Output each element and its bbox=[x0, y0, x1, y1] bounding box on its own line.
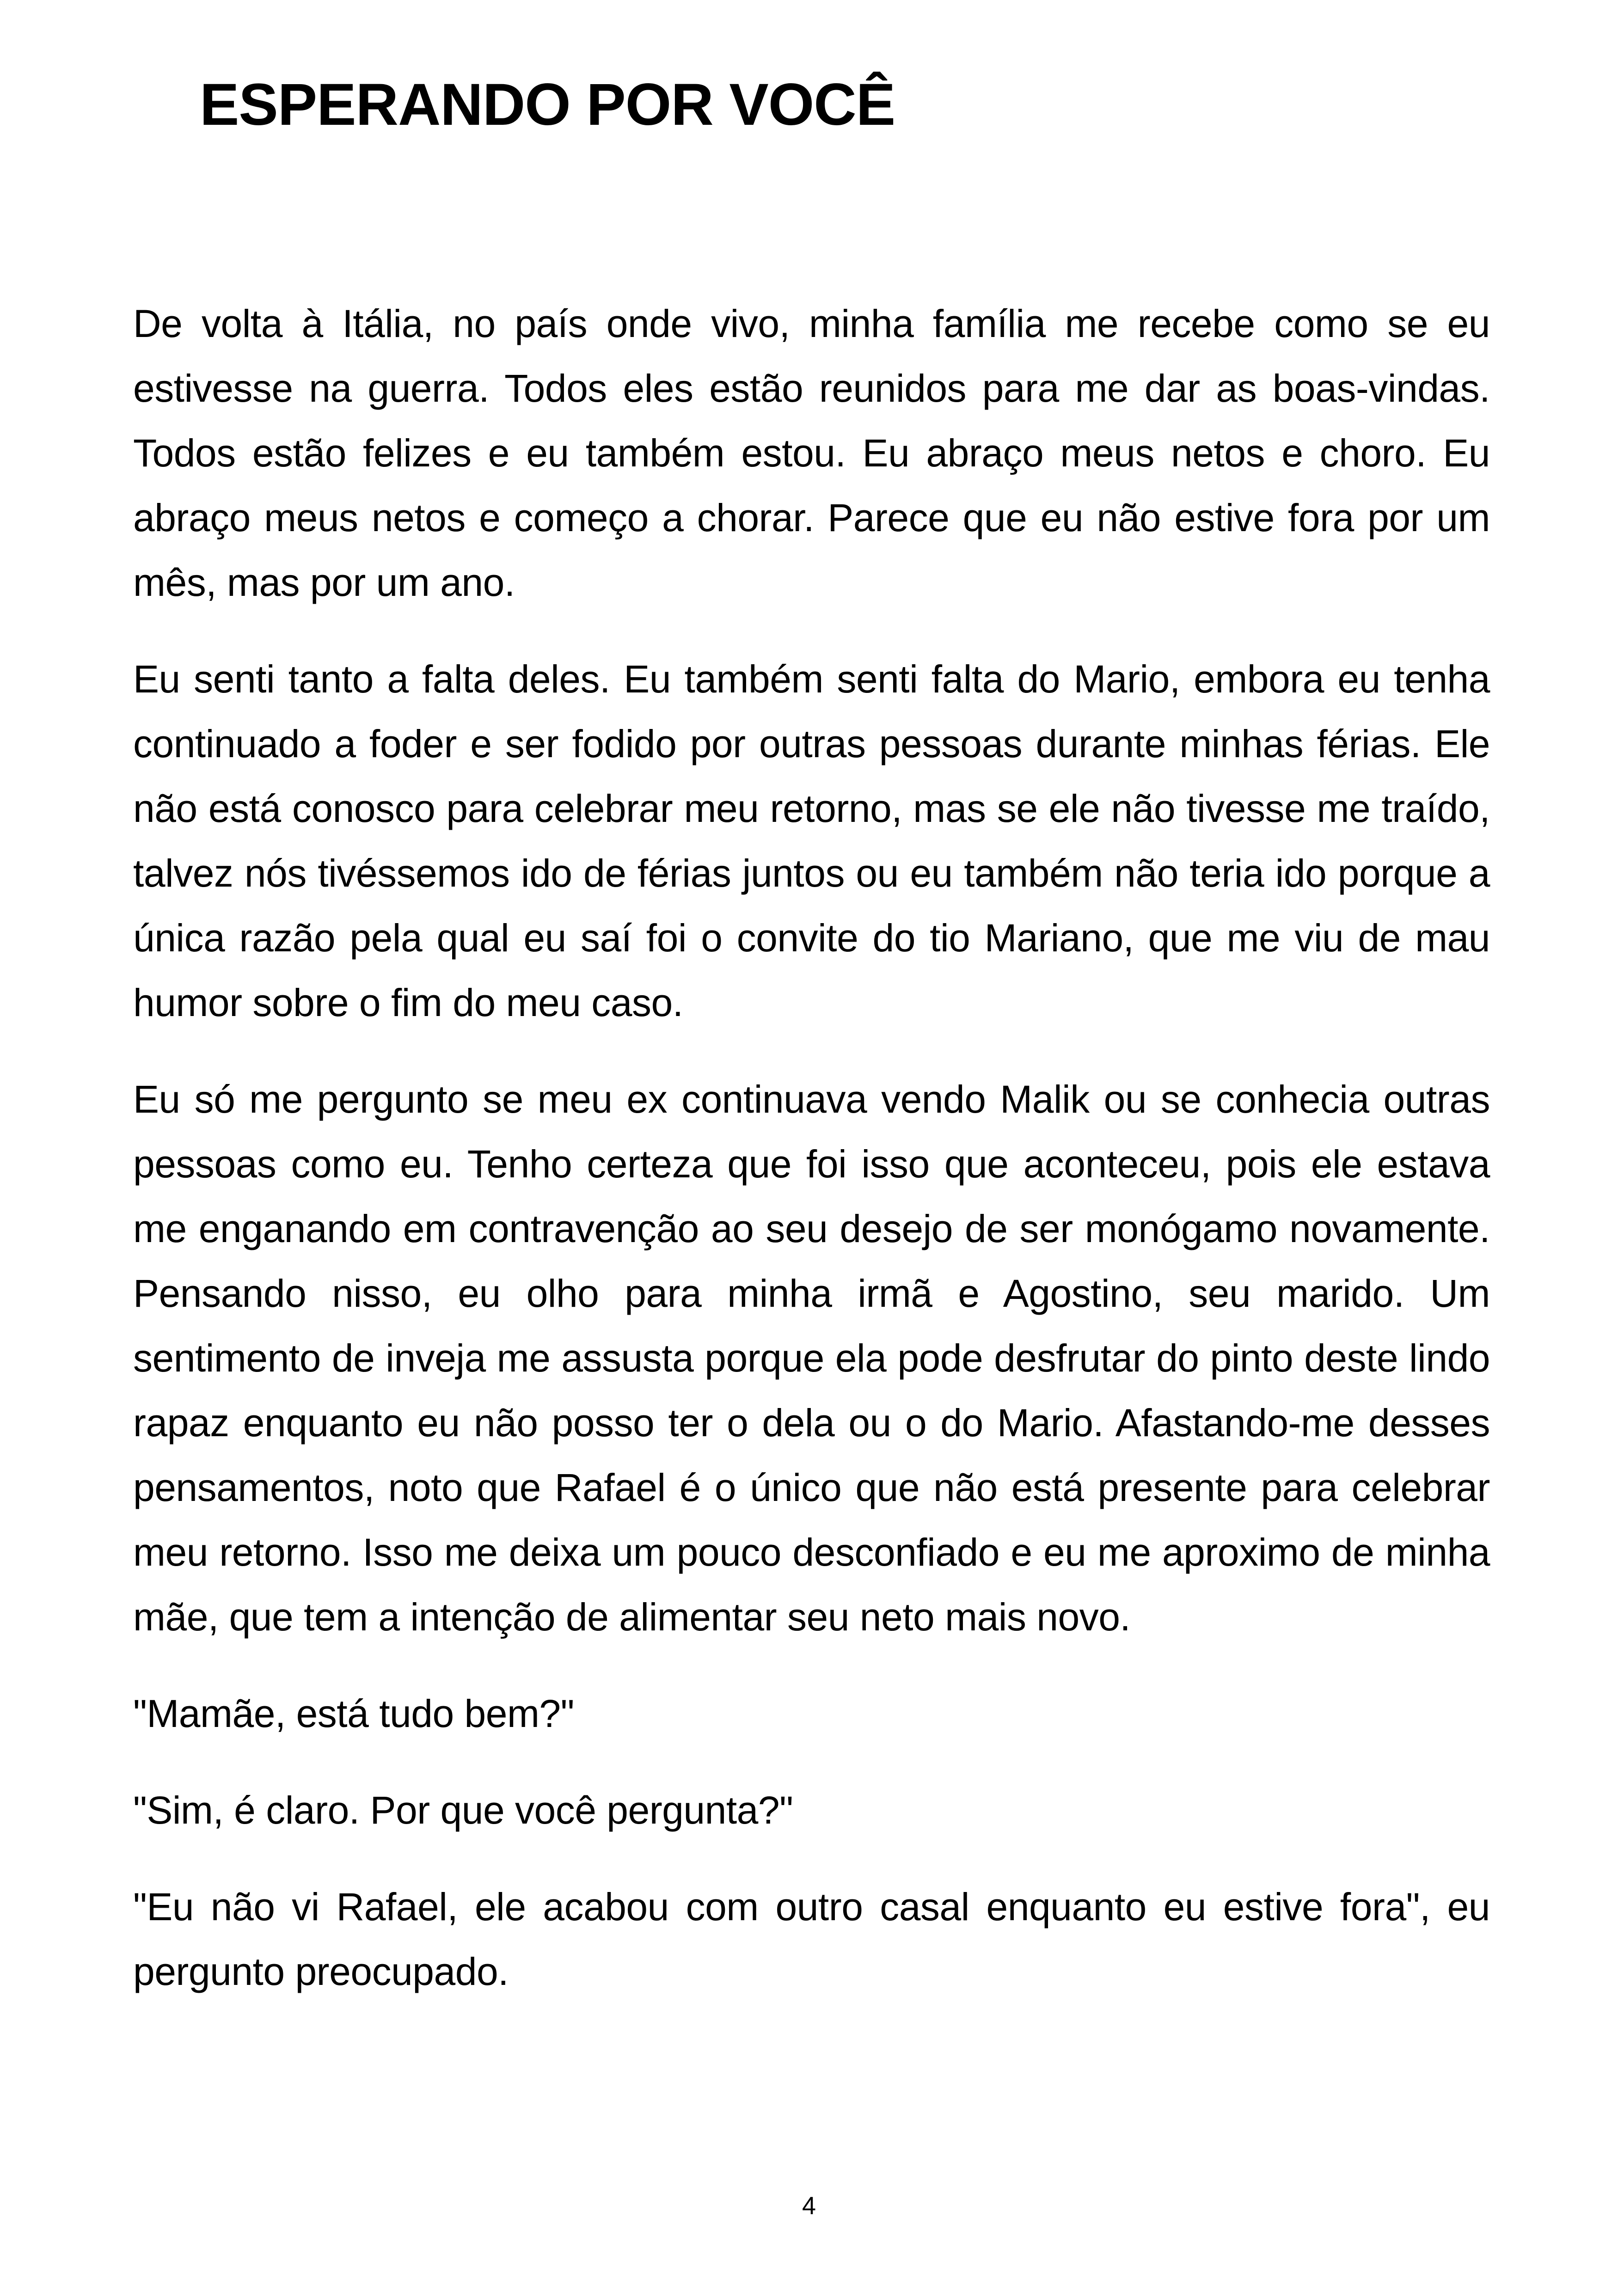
dialogue-line-3: "Eu não vi Rafael, ele acabou com outro casal enquanto eu estive fora", eu pergunto preocupado. bbox=[133, 1885, 1490, 1993]
dialogue-line-2: "Sim, é claro. Por que você pergunta?" bbox=[133, 1788, 793, 1832]
paragraph-2: Eu senti tanto a falta deles. Eu também senti falta do Mario, embora eu tenha continuado a foder e ser fodido por outras pessoas durante minhas férias. Ele não está conosco para celebrar meu retorno, mas se ele não tivesse me traído, talvez nós tivéssemos ido de férias juntos ou eu também não teria ido porque a única razão pela qual eu saí foi o convite do tio Mariano, que me viu de mau humor sobre o fim do meu caso. bbox=[133, 657, 1490, 1024]
paragraph-1: De volta à Itália, no país onde vivo, minha família me recebe como se eu estivesse na guerra. Todos eles estão reunidos para me dar as boas-vindas. Todos estão felizes e eu também estou. Eu abraço meus netos e choro. Eu abraço meus netos e começo a chorar. Parece que eu não estive fora por um mês, mas por um ano. bbox=[133, 302, 1490, 604]
dialogue-line-1: "Mamãe, está tudo bem?" bbox=[133, 1692, 574, 1735]
page-number: 4 bbox=[802, 2192, 816, 2220]
chapter-body bbox=[133, 291, 1490, 2036]
chapter-title: ESPERANDO POR VOCÊ bbox=[200, 72, 895, 138]
paragraph-3: Eu só me pergunto se meu ex continuava vendo Malik ou se conhecia outras pessoas como eu. Tenho certeza que foi isso que aconteceu, pois ele estava me enganando em contravenção ao seu desejo de ser monógamo novamente. Pensando nisso, eu olho para minha irmã e Agostino, seu marido. Um sentimento de inveja me assusta porque ela pode desfrutar do pinto deste lindo rapaz enquanto eu não posso ter o dela ou o do Mario. Afastando-me desses pensamentos, noto que Rafael é o único que não está presente para celebrar meu retorno. Isso me deixa um pouco desconfiado e eu me aproximo de minha mãe, que tem a intenção de alimentar seu neto mais novo. bbox=[133, 1078, 1490, 1639]
